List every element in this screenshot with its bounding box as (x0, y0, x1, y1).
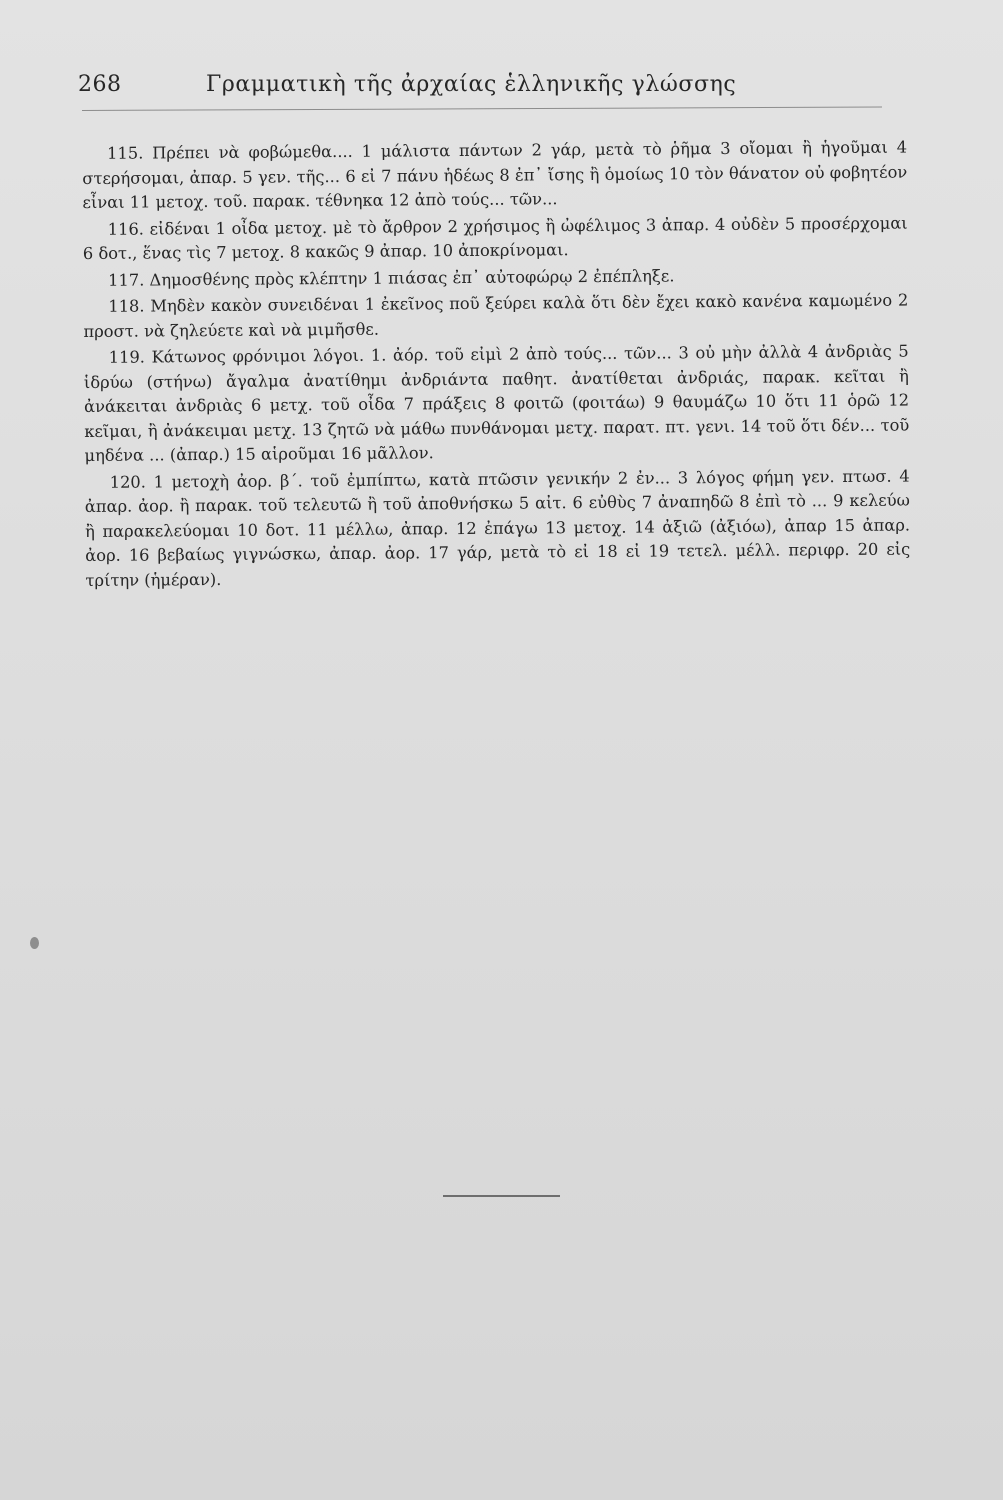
note-paragraph-119: 119. Κάτωνος φρόνιμοι λόγοι. 1. ἀόρ. τοῦ εἰμὶ 2 ἀπὸ τούς... τῶν... 3 οὐ μὴν ἀλλὰ 4 ἀνδριὰς 5 ἱδρύω (στήνω) ἄγαλμα ἀνατίθημι ἀνδριάντα παθητ. ἀνατίθεται ἀνδριάς, παρακ. κεῖται ἢ ἀνάκειται ἀνδριὰς 6 μετχ. τοῦ οἶδα 7 πράξεις 8 φοιτῶ (φοιτάω) 9 θαυμάζω 10 ὅτι 11 ὁρῶ 12 κεῖμαι, ἢ ἀνάκειμαι μετχ. 13 ζητῶ νὰ μάθω πυνθάνομαι μετχ. παρατ. πτ. γενι. 14 τοῦ ὅτι δέν... τοῦ μηδένα ... (ἀπαρ.) 15 αἱροῦμαι 16 μᾶλλον. (83, 341, 910, 465)
note-paragraph-117: 117. Δημοσθένης πρὸς κλέπτην 1 πιάσας ἐπ᾿ αὐτοφώρῳ 2 ἐπέπληξε. (108, 265, 675, 290)
note-paragraph-118: 118. Μηδὲν κακὸν συνειδέναι 1 ἐκεῖνος ποῦ ξεύρει καλὰ ὅτι δὲν ἔχει κακὸ κανένα καμωμένο 2 προστ. νὰ ζηλεύετε καὶ νὰ μιμῆσθε. (83, 290, 909, 341)
notes-body (82, 136, 911, 595)
note-paragraph-116: 116. εἰδέναι 1 οἶδα μετοχ. μὲ τὸ ἄρθρον 2 χρήσιμος ἢ ὠφέλιμος 3 ἀπαρ. 4 οὐδὲν 5 προσέρχομαι 6 δοτ., ἕνας τὶς 7 μετοχ. 8 κακῶς 9 ἀπαρ. 10 ἀποκρίνομαι. (82, 213, 908, 263)
running-title: Γραμματικὴ τῆς ἀρχαίας ἑλληνικῆς γλώσσης (206, 72, 737, 97)
page-header (78, 70, 898, 110)
page-number: 268 (78, 72, 122, 97)
note-paragraph-120: 120. 1 μετοχὴ ἀορ. β΄. τοῦ ἐμπίπτω, κατὰ πτῶσιν γενικήν 2 ἐν... 3 λόγος φήμη γεν. πτωσ. 4 ἀπαρ. ἀορ. ἢ παρακ. τοῦ τελευτῶ ἢ τοῦ ἀποθνήσκω 5 αἰτ. 6 εὐθὺς 7 ἀναπηδῶ 8 ἐπὶ τὸ ... 9 κελεύω ἢ παρακελεύομαι 10 δοτ. 11 μέλλω, ἀπαρ. 12 ἐπάγω 13 μετοχ. 14 ἀξιῶ (ἀξιόω), ἀπαρ 15 ἀπαρ. ἀορ. 16 βεβαίως γιγνώσκω, ἀπαρ. ἀορ. 17 γάρ, μετὰ τὸ εἰ 18 εἰ 19 τετελ. μέλλ. περιφρ. 20 εἰς τρίτην (ἡμέραν). (84, 466, 911, 590)
note-paragraph-115: 115. Πρέπει νὰ φοβώμεθα.... 1 μάλιστα πάντων 2 γάρ, μετὰ τὸ ῥῆμα 3 οἴομαι ἢ ἡγοῦμαι 4 στερήσομαι, ἀπαρ. 5 γεν. τῆς... 6 εἰ 7 πάνυ ἡδέως 8 ἐπ᾿ ἴσης ἢ ὁμοίως 10 τὸν θάνατον οὐ φοβητέον εἶναι 11 μετοχ. τοῦ. παρακ. τέθνηκα 12 ἀπὸ τούς... τῶν... (82, 137, 908, 212)
scan-speck (30, 937, 39, 949)
section-end-rule (443, 1195, 560, 1197)
